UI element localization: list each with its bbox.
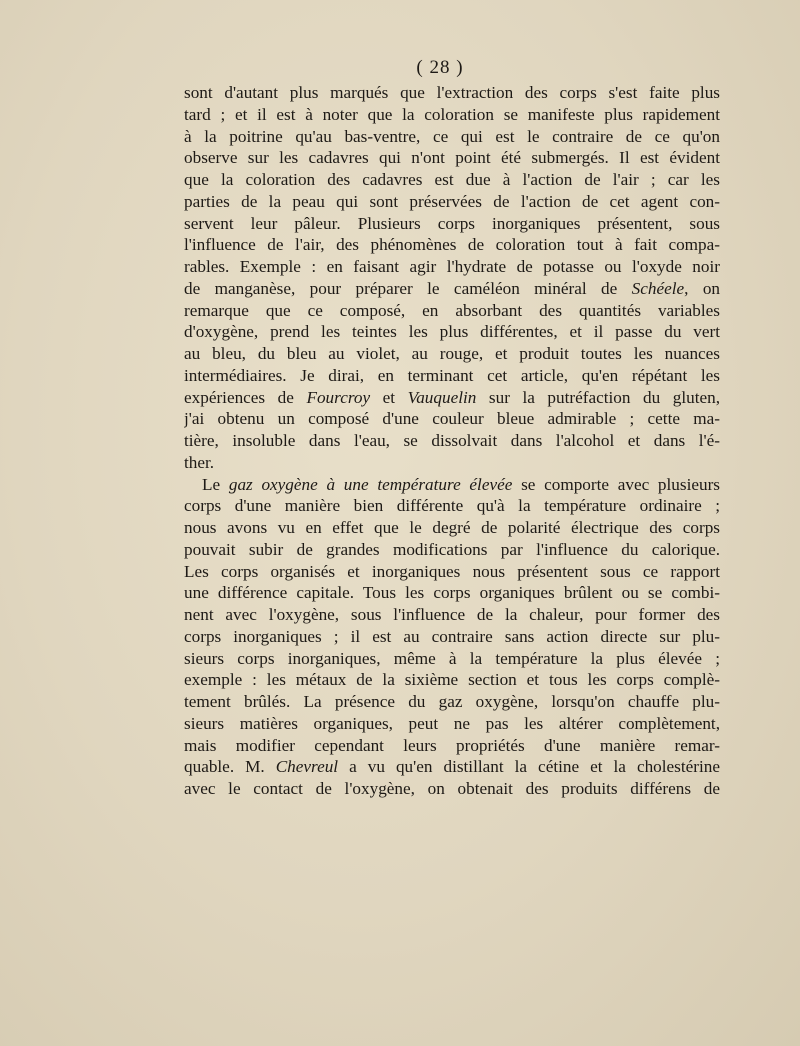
text-line: nous avons vu en effet que le degré de polarité électrique des corps	[184, 518, 720, 537]
text-line: sont d'autant plus marqués que l'extraction des corps s'est faite plus	[184, 83, 720, 102]
text-line: avec le contact de l'oxygène, on obtenait des produits différens de	[184, 779, 720, 798]
text-line-with-italic: de manganèse, pour préparer le caméléon minéral de Schéele, on	[184, 278, 720, 298]
text-line-with-italic: Le gaz oxygène à une température élevée se comporte avec plusieurs	[202, 474, 720, 494]
text-line-with-italic: quable. M. Chevreul a vu qu'en distillant la cétine et la cholestérine	[184, 757, 720, 777]
text-line: Les corps organisés et inorganiques nous présentent sous ce rapport	[184, 561, 720, 581]
text-line: rables. Exemple : en faisant agir l'hydrate de potasse ou l'oxyde noir	[184, 257, 720, 276]
text-line: parties de la peau qui sont préservées de l'action de cet agent con-	[184, 191, 720, 211]
text-line-with-italic: expériences de Fourcroy et Vauquelin sur la putréfaction du gluten,	[184, 387, 720, 407]
italic-name: Fourcroy	[306, 387, 371, 407]
text-line: observe sur les cadavres qui n'ont point été submergés. Il est évident	[184, 148, 720, 168]
text-line: j'ai obtenu un composé d'une couleur bleue admirable ; cette ma-	[184, 409, 720, 429]
italic-name: Vauquelin	[407, 387, 477, 407]
text-line: exemple : les métaux de la sixième section et tous les corps complè-	[184, 670, 720, 690]
text-line: tement brûlés. La présence du gaz oxygène, lorsqu'on chauffe plu-	[184, 692, 720, 711]
italic-name: gaz oxygène à une température élevée	[228, 474, 513, 494]
page-number: ( 28 )	[416, 57, 464, 78]
text-line: sieurs matières organiques, peut ne pas les altérer complètement,	[184, 713, 720, 733]
text-line: au bleu, du bleu au violet, au rouge, et produit toutes les nuances	[184, 344, 720, 363]
text-line: une différence capitale. Tous les corps organiques brûlent ou se combi-	[184, 583, 720, 603]
text-line: pouvait subir de grandes modifications par l'influence du calorique.	[184, 539, 720, 559]
italic-name: Chevreul	[275, 757, 339, 777]
text-line: d'oxygène, prend les teintes les plus différentes, et il passe du vert	[184, 322, 720, 342]
text-line: remarque que ce composé, en absorbant des quantités variables	[184, 300, 720, 320]
text-line: ther.	[184, 452, 215, 472]
body-text	[184, 82, 720, 800]
text-line: l'influence de l'air, des phénomènes de coloration tout à fait compa-	[184, 235, 720, 255]
text-line: corps d'une manière bien différente qu'à la température ordinaire ;	[184, 496, 720, 516]
text-line: que la coloration des cadavres est due à l'action de l'air ; car les	[184, 170, 720, 189]
text-line: servent leur pâleur. Plusieurs corps inorganiques présentent, sous	[184, 213, 720, 233]
text-line: corps inorganiques ; il est au contraire sans action directe sur plu-	[184, 626, 720, 646]
text-line: tard ; et il est à noter que la coloration se manifeste plus rapidement	[184, 104, 720, 124]
text-line: sieurs corps inorganiques, même à la température la plus élevée ;	[184, 648, 720, 668]
italic-name: Schéele	[631, 278, 685, 298]
text-line: nent avec l'oxygène, sous l'influence de la chaleur, pour former des	[184, 605, 720, 624]
text-line: à la poitrine qu'au bas-ventre, ce qui est le contraire de ce qu'on	[184, 126, 720, 146]
text-line: tière, insoluble dans l'eau, se dissolvait dans l'alcohol et dans l'é-	[184, 431, 720, 450]
text-line: mais modifier cependant leurs propriétés d'une manière remar-	[184, 735, 720, 755]
text-line: intermédiaires. Je dirai, en terminant cet article, qu'en répétant les	[184, 365, 720, 385]
